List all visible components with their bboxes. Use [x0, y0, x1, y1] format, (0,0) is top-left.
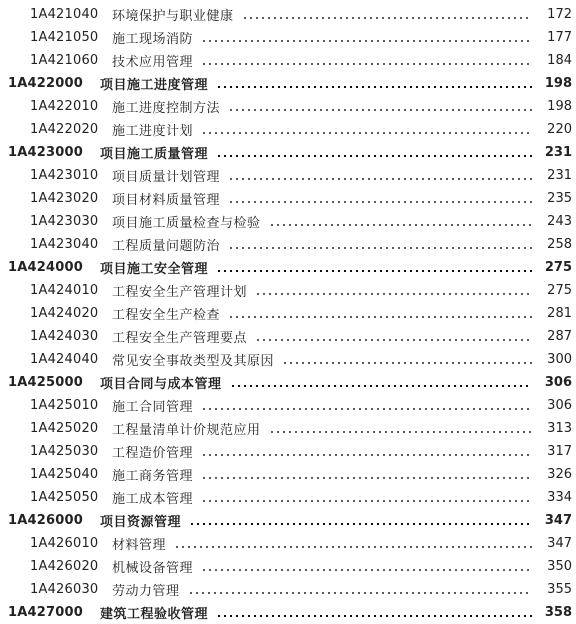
entry-code: 1A421040 [30, 7, 99, 22]
dot-leader [255, 339, 532, 341]
entry-page-number: 231 [544, 145, 572, 160]
entry-page-number: 275 [544, 260, 572, 275]
toc-subsection-entry [0, 532, 576, 555]
entry-title: 常见安全事故类型及其原因 [112, 354, 275, 369]
toc-subsection-entry [0, 578, 576, 601]
entry-title: 工程安全生产检查 [112, 308, 221, 323]
entry-page-number: 231 [547, 168, 572, 183]
entry-title: 工程安全生产管理要点 [112, 331, 248, 346]
entry-page-number: 243 [547, 214, 572, 229]
dot-leader [282, 362, 532, 364]
entry-code: 1A426000 [8, 513, 83, 528]
toc-subsection-entry [0, 440, 576, 463]
entry-code: 1A422010 [30, 99, 99, 114]
entry-code: 1A425000 [8, 375, 83, 390]
entry-title: 施工进度控制方法 [112, 101, 221, 116]
dot-leader [228, 247, 532, 249]
dot-leader [201, 63, 532, 65]
entry-code: 1A425010 [30, 398, 99, 413]
entry-code: 1A423010 [30, 168, 99, 183]
toc-section-entry [0, 141, 576, 164]
entry-title: 施工成本管理 [112, 492, 194, 507]
toc-subsection-entry [0, 394, 576, 417]
dot-leader [216, 155, 532, 157]
entry-code: 1A425040 [30, 467, 99, 482]
dot-leader [255, 293, 532, 295]
entry-code: 1A426010 [30, 536, 99, 551]
entry-page-number: 235 [547, 191, 572, 206]
dot-leader [269, 224, 532, 226]
entry-code: 1A427000 [8, 605, 83, 620]
entry-code: 1A424040 [30, 352, 99, 367]
toc-subsection-entry [0, 187, 576, 210]
toc-subsection-entry [0, 3, 576, 26]
entry-page-number: 300 [547, 352, 572, 367]
entry-title: 施工现场消防 [112, 32, 194, 47]
entry-page-number: 355 [547, 582, 572, 597]
toc-subsection-entry [0, 26, 576, 49]
entry-page-number: 220 [547, 122, 572, 137]
entry-page-number: 198 [547, 99, 572, 114]
entry-page-number: 184 [547, 53, 572, 68]
entry-code: 1A426020 [30, 559, 99, 574]
dot-leader [201, 569, 532, 571]
dot-leader [228, 201, 532, 203]
entry-code: 1A424000 [8, 260, 83, 275]
entry-title: 项目质量计划管理 [112, 170, 221, 185]
toc-subsection-entry [0, 463, 576, 486]
toc-section-entry [0, 509, 576, 532]
entry-page-number: 317 [547, 444, 572, 459]
entry-page-number: 198 [544, 76, 572, 91]
entry-page-number: 313 [547, 421, 572, 436]
entry-title: 建筑工程验收管理 [100, 607, 209, 622]
toc-section-entry [0, 256, 576, 279]
dot-leader [230, 385, 532, 387]
entry-title: 项目施工质量检查与检验 [112, 216, 261, 231]
entry-code: 1A424030 [30, 329, 99, 344]
entry-page-number: 347 [544, 513, 572, 528]
dot-leader [189, 523, 532, 525]
dot-leader [216, 615, 532, 617]
entry-title: 施工进度计划 [112, 124, 194, 139]
dot-leader [228, 178, 532, 180]
dot-leader [201, 40, 532, 42]
entry-page-number: 350 [547, 559, 572, 574]
dot-leader [242, 17, 532, 19]
entry-code: 1A421050 [30, 30, 99, 45]
toc-subsection-entry [0, 95, 576, 118]
entry-page-number: 334 [547, 490, 572, 505]
entry-title: 施工合同管理 [112, 400, 194, 415]
entry-title: 工程质量问题防治 [112, 239, 221, 254]
entry-page-number: 177 [547, 30, 572, 45]
toc-subsection-entry [0, 302, 576, 325]
dot-leader [228, 109, 532, 111]
entry-title: 项目材料质量管理 [112, 193, 221, 208]
dot-leader [228, 316, 532, 318]
toc-subsection-entry [0, 486, 576, 509]
entry-code: 1A425030 [30, 444, 99, 459]
entry-code: 1A421060 [30, 53, 99, 68]
entry-code: 1A423020 [30, 191, 99, 206]
entry-title: 项目施工进度管理 [100, 78, 209, 93]
entry-code: 1A424020 [30, 306, 99, 321]
entry-title: 项目施工质量管理 [100, 147, 209, 162]
entry-code: 1A425020 [30, 421, 99, 436]
entry-page-number: 347 [547, 536, 572, 551]
dot-leader [188, 592, 532, 594]
dot-leader [269, 431, 532, 433]
toc-subsection-entry [0, 417, 576, 440]
entry-title: 项目施工安全管理 [100, 262, 209, 277]
dot-leader [201, 132, 532, 134]
toc-subsection-entry [0, 279, 576, 302]
entry-page-number: 306 [547, 398, 572, 413]
entry-code: 1A423000 [8, 145, 83, 160]
dot-leader [216, 86, 532, 88]
dot-leader [201, 500, 532, 502]
entry-code: 1A424010 [30, 283, 99, 298]
toc-section-entry [0, 371, 576, 394]
entry-code: 1A426030 [30, 582, 99, 597]
dot-leader [201, 408, 532, 410]
entry-page-number: 358 [544, 605, 572, 620]
entry-title: 工程量清单计价规范应用 [112, 423, 261, 438]
entry-title: 环境保护与职业健康 [112, 9, 234, 24]
entry-title: 材料管理 [112, 538, 167, 553]
entry-page-number: 287 [547, 329, 572, 344]
entry-code: 1A425050 [30, 490, 99, 505]
toc-subsection-entry [0, 233, 576, 256]
toc-section-entry [0, 72, 576, 95]
toc-subsection-entry [0, 325, 576, 348]
entry-code: 1A423030 [30, 214, 99, 229]
entry-code: 1A422000 [8, 76, 83, 91]
entry-title: 劳动力管理 [112, 584, 180, 599]
entry-code: 1A422020 [30, 122, 99, 137]
entry-title: 项目合同与成本管理 [100, 377, 222, 392]
toc-subsection-entry [0, 164, 576, 187]
table-of-contents [0, 3, 576, 624]
entry-title: 施工商务管理 [112, 469, 194, 484]
toc-subsection-entry [0, 118, 576, 141]
entry-page-number: 326 [547, 467, 572, 482]
entry-title: 技术应用管理 [112, 55, 194, 70]
dot-leader [201, 454, 532, 456]
entry-page-number: 281 [547, 306, 572, 321]
toc-subsection-entry [0, 555, 576, 578]
entry-title: 工程造价管理 [112, 446, 194, 461]
entry-title: 项目资源管理 [100, 515, 182, 530]
entry-page-number: 275 [547, 283, 572, 298]
entry-page-number: 306 [544, 375, 572, 390]
entry-title: 工程安全生产管理计划 [112, 285, 248, 300]
entry-page-number: 258 [547, 237, 572, 252]
dot-leader [216, 270, 532, 272]
toc-subsection-entry [0, 49, 576, 72]
entry-code: 1A423040 [30, 237, 99, 252]
entry-page-number: 172 [547, 7, 572, 22]
toc-subsection-entry [0, 348, 576, 371]
entry-title: 机械设备管理 [112, 561, 194, 576]
dot-leader [201, 477, 532, 479]
toc-subsection-entry [0, 210, 576, 233]
dot-leader [174, 546, 532, 548]
